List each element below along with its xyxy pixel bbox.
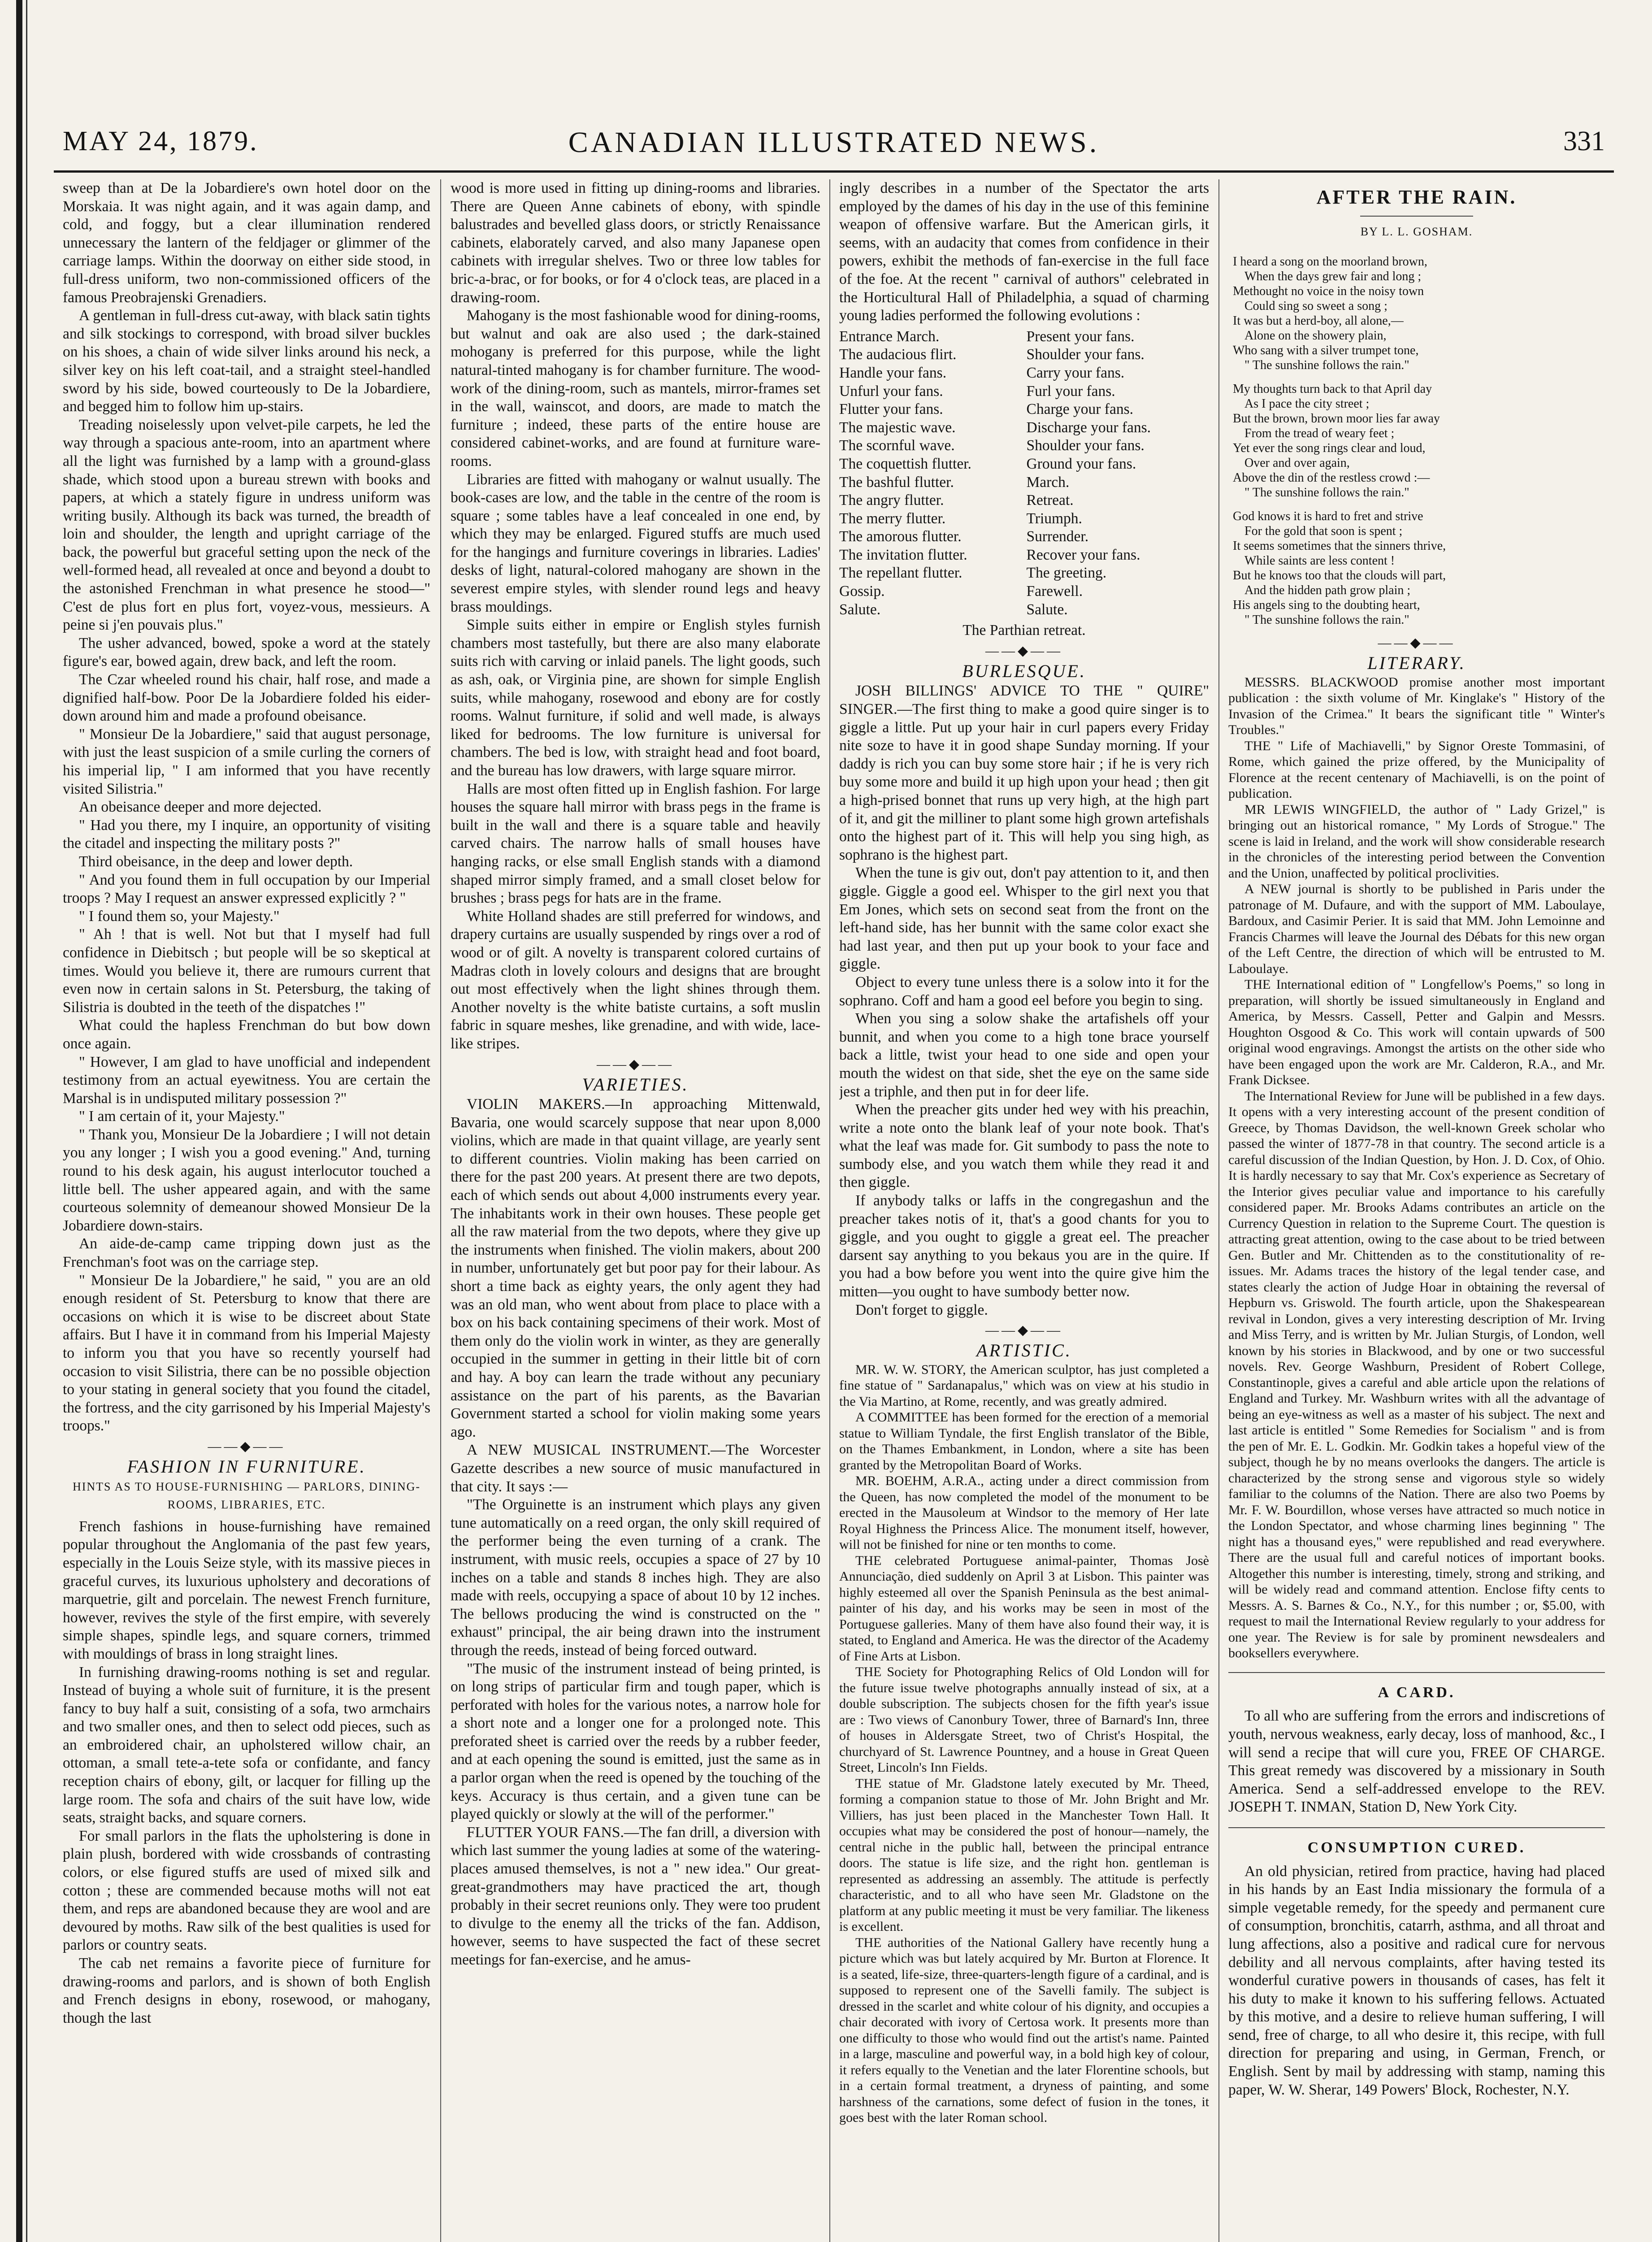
article-paragraph: What could the hapless Frenchman do but bow down once again. (63, 1017, 430, 1052)
fashion-paragraph: In furnishing drawing-rooms nothing is set and regular. Instead of buying a whole suit of furniture, it is the present fancy to buy half a suit, consisting of a sofa, two armchairs and two smaller ones, and then to select odd pieces, such as an embroidered chair, an upholstered willow chair, an ottoman, a small tete-a-tete sofa or confidante, and fancy reception chairs of ebony, gilt, or lacquer for filling up the large room. The sofa and chairs of the suit have low, wide seats, straight backs, and square corners. (63, 1664, 430, 1826)
poem-line: But he knows too that the clouds will part, (1233, 569, 1446, 583)
burlesque-paragraph: When the tune is giv out, don't pay attention to it, and then giggle. Giggle a good eel. Whisper to the girl next you that Em Jones, which sets on second seat from the front on the left-hand side, has her bunnit with the same color exact she had last year, and then put up your book to your face and giggle. (839, 865, 1209, 973)
fashion-paragraph: For small parlors in the flats the upholstering is done in plain plush, bordered with wide crossbands of contrasting colors, or else figured stuffs are used of mixed silk and cotton ; these are commended because moths will not eat them, and reps are abandoned because they are wool and are devoured by moths. Raw silk of the best qualities is used for parlors or country seats. (63, 1827, 430, 1954)
newspaper-title: CANADIAN ILLUSTRATED NEWS. (568, 126, 1100, 159)
article-paragraph: The usher advanced, bowed, spoke a word at the stately figure's ear, bowed again, drew back, and left the room. (63, 634, 430, 670)
fan-command: Discharge your fans. (1026, 419, 1151, 436)
column-rule (829, 179, 830, 2242)
article-paragraph: " However, I am glad to have unofficial and independent testimony from an actual eyewitness. You are certain the Marshal is in undisputed military possession ?" (63, 1053, 430, 1107)
fan-command: Farewell. (1026, 583, 1083, 600)
article-paragraph: " Thank you, Monsieur De la Jobardiere ; I will not detain you any longer ; I wish you a good evening." And, turning round to his desk again, his august interlocutor touched a little bell. The usher appeared again, and with the same courteous solemnity of demeanour showed Monsieur De la Jobardiere down-stairs. (63, 1126, 430, 1234)
burlesque-paragraph: When you sing a solow shake the artafishels off your bunnit, and when you come to a high tone brace yourself back a little, twist your head to one side and open your mouth the widest on that side, shet the eye on the same side jest a triphle, and then put in for deer life. (839, 1010, 1209, 1100)
literary-heading: LITERARY. (1367, 653, 1466, 673)
poem-line: " The sunshine follows the rain." (1244, 358, 1409, 373)
fashion-paragraph: Mahogany is the most fashionable wood for dining-rooms, but walnut and oak are also used ; the dark-stained mohogany is preferred for this purpose, while the light natural-tinted mahogany is for chamber furniture. The wood-work of the dining-room, such as mantels, mirror-frames set in the wall, wainscot, and doors, are made to match the furniture ; indeed, these parts of the entire house are considered cabinet-works, and are found at furniture ware-rooms. (451, 307, 820, 469)
binding-edge-rule (16, 0, 22, 2242)
poem-line: My thoughts turn back to that April day (1233, 382, 1432, 396)
column-rule (1218, 179, 1219, 2242)
varieties-heading: VARIETIES. (582, 1074, 689, 1095)
poem-line: " The sunshine follows the rain." (1244, 613, 1409, 627)
column-3 (839, 179, 1209, 2242)
fan-command: Shoulder your fans. (1026, 346, 1145, 363)
fan-command: Furl your fans. (1026, 382, 1115, 400)
article-paragraph: A gentleman in full-dress cut-away, with black satin tights and silk stockings to correspond, with broad silver buckles on his shoes, a chain of wide silver links around his neck, a silver key on his left coat-tail, and a straight steel-handled sword by his side, bowed courteously to De la Jobardiere, and begged him to follow him up-stairs. (63, 307, 430, 415)
literary-paragraph: MESSRS. BLACKWOOD promise another most important publication : the sixth volume of Mr. Kinglake's " History of the Invasion of the Crimea." It bears the significant title " Winter's Troubles." (1228, 674, 1605, 738)
poem-line: God knows it is hard to fret and strive (1233, 509, 1423, 524)
poem-line: Alone on the showery plain, (1244, 329, 1387, 343)
consumption-heading: CONSUMPTION CURED. (1307, 1839, 1526, 1856)
fan-command: Surrender. (1026, 528, 1089, 545)
column-2 (451, 179, 820, 2242)
poem-body (1233, 254, 1605, 627)
divider (1228, 1672, 1605, 1673)
fan-command: Ground your fans. (1026, 455, 1136, 472)
column-rule (440, 179, 441, 2242)
artistic-paragraph: A COMMITTEE has been formed for the erection of a memorial statue to William Tyndale, the first English translator of the Bible, on the Thames Embankment, in London, where a site has been granted by the Metropolitan Board of Works. (839, 1410, 1209, 1473)
fan-command: Shoulder your fans. (1026, 437, 1145, 454)
fan-command: The greeting. (1026, 565, 1107, 582)
poem-line: From the tread of weary feet ; (1244, 426, 1395, 441)
poem-line: Could sing so sweet a song ; (1244, 299, 1388, 313)
burlesque-paragraph: JOSH BILLINGS' ADVICE TO THE " QUIRE" SINGER.—The first thing to make a good quire singer is to giggle a little. Put up your hair in curl papers every Friday nite soze to have it in good shape Sunday morning. If your daddy is rich you can buy some store hair ; if he is very rich buy some more and build it up high upon your head ; then git a high-prised bonnet that runs up very high, at the high part of it, and git the milliner to plant some high grown artefishals onto the highest part of it. This will help you sing high, as sophrano is the highest part. (839, 682, 1209, 863)
issue-date: MAY 24, 1879. (63, 126, 259, 156)
literary-paragraph: A NEW journal is shortly to be published in Paris under the patronage of M. Dufaure, and with the support of MM. Laboulaye, Bardoux, and Casimir Perier. It is said that MM. John Lemoinne and Francis Charmes will leave the Journal des Débats for this new organ of the Left Centre, the direction of which will be entrusted to M. Laboulaye. (1228, 882, 1605, 976)
divider (1228, 1827, 1605, 1828)
poem-stanza (1233, 509, 1605, 627)
article-paragraph: An obeisance deeper and more dejected. (79, 799, 322, 816)
artistic-paragraph: THE statue of Mr. Gladstone lately executed by Mr. Theed, forming a companion statue to those of Mr. John Bright and Mr. Villiers, has just been placed in the Manchester Town Hall. It occupies what may be considered the post of honour—namely, the central niche in the public hall, between the principal entrance doors. The statue is life size, and the right hon. gentleman is represented as addressing an assembly. The attitude is perfectly characteristic, and to all who have seen Mr. Gladstone on the platform at any public meeting it must be very familiar. The likeness is excellent. (839, 1776, 1209, 1934)
fan-command: Present your fans. (1026, 328, 1135, 345)
poem-line: Over and over again, (1244, 456, 1350, 470)
fan-command: Charge your fans. (1026, 401, 1133, 418)
fan-command: Recover your fans. (1026, 546, 1140, 563)
section-ornament: ——◆—— (596, 1056, 675, 1072)
literary-paragraph: MR LEWIS WINGFIELD, the author of " Lady Grizel," is bringing out an historical romance, " My Lords of Strogue." The scene is laid in Ireland, and the work will show considerable research in the chronicles of the interesting period between the Convention and the Union, unaffected by political proclivities. (1228, 802, 1605, 881)
fan-command: Retreat. (1026, 492, 1074, 509)
fashion-paragraph: White Holland shades are still preferred for windows, and drapery curtains are usually suspended by rings over a rod of wood or of gilt. A novelty is transparent colored curtains of Madras cloth in lovely colours and designs that are brought out most effectively when the light shines through them. Another novelty is the white batiste curtains, a soft muslin fabric in square meshes, like grenadine, and with wide, lace-like stripes. (451, 908, 820, 1052)
varieties-paragraph: "The music of the instrument instead of being printed, is on long strips of particular firm and tough paper, which is perforated with holes for the various notes, a narrow hole for a short note and a longer one for a prolonged note. This preforated sheet is carried over the reeds by a rubber feeder, and at each opening the sound is emitted, just the same as in a parlor organ when the reed is opened by the touching of the keys. Accuracy is thus certain, and a given tune can be played quickly or slowly at the will of the performer." (451, 1660, 820, 1823)
fan-command: Handle your fans. (839, 364, 947, 381)
section-ornament: ——◆—— (1378, 635, 1456, 651)
binding-edge-rule-thin (26, 0, 27, 2242)
burlesque-paragraph: When the preacher gits under hed wey with his preachin, write a note onto the blank leaf of your note book. That's what the leaf was made for. Git sumbody to pass the note to sumbody else, and you watch them while they read it and then giggle. (839, 1101, 1209, 1191)
header-rule (54, 170, 1614, 173)
poem-line: Methought no voice in the noisy town (1233, 284, 1424, 299)
page-header (54, 108, 1614, 175)
fan-drill-commands (839, 328, 1209, 619)
poem-line: And the hidden path grow plain ; (1244, 583, 1411, 598)
artistic-paragraph: THE celebrated Portuguese animal-painter, Thomas Josè Annunciação, died suddenly on April 3 at Lisbon. This painter was highly esteemed all over the Spanish Peninsula as the best animal-painter of his day, and his works may be seen in most of the Portuguese galleries. Many of them have also found their way, it is stated, to England and America. He was the director of the Academy of Fine Arts at Lisbon. (839, 1553, 1209, 1664)
poem-line: While saints are less content ! (1244, 554, 1395, 568)
fan-command: The amorous flutter. (839, 528, 962, 545)
fan-command: Triumph. (1026, 510, 1082, 527)
poem-line: It was but a herd-boy, all alone,— (1233, 314, 1404, 328)
fan-command: The audacious flirt. (839, 346, 957, 363)
fashion-paragraph: Halls are most often fitted up in English fashion. For large houses the square hall mirror with brass pegs in the frame is built in the wall and there is a square table and heavily carved chairs. The narrow halls of small houses have hanging racks, or else small English stands with a diamond shaped mirror simply framed, and a small closet below for brushes ; brass pegs for hats are in the frame. (451, 780, 820, 907)
artistic-paragraph: MR. BOEHM, A.R.A., acting under a direct commission from the Queen, has now completed the model of the monument to be erected in the Mausoleum at Windsor to the memory of Her late Royal Highness the Princess Alice. The monument itself, however, will not be finished for nine or ten months to come. (839, 1473, 1209, 1552)
fashion-subheading: HINTS AS TO HOUSE-FURNISHING — PARLORS, DINING-ROOMS, LIBRARIES, ETC. (72, 1480, 421, 1512)
article-paragraph: " Had you there, my I inquire, an opportunity of visiting the citadel and inspecting the military posts ?" (63, 817, 430, 852)
burlesque-paragraph: Don't forget to giggle. (855, 1301, 988, 1318)
fashion-paragraph: The cab net remains a favorite piece of furniture for drawing-rooms and parlors, and is shown of both English and French designs in ebony, rosewood, or mahogany, though the last (63, 1955, 430, 2026)
poem-title: AFTER THE RAIN. (1316, 186, 1517, 208)
burlesque-paragraph: If anybody talks or laffs in the congregashun and the preacher takes notis of it, that's a good chants for you to giggle, and you ought to giggle a great eel. The preacher darsent say anything to you bekaus you are in the quire. If you had a bow before you went into the quire give him the mitten—you ought to have sumbody better now. (839, 1192, 1209, 1300)
fan-command: The invitation flutter. (839, 546, 967, 563)
article-paragraph: " Monsieur De la Jobardiere," said that august personage, with just the least suspicion of a smile curling the corners of his imperial lip, " I am informed that you have recently visited Silistria." (63, 726, 430, 797)
fan-command: The angry flutter. (839, 492, 944, 509)
poem-line: His angels sing to the doubting heart, (1233, 598, 1420, 613)
fan-command: Salute. (1026, 601, 1068, 618)
artistic-paragraph: THE authorities of the National Gallery have recently hung a picture which was but lately acquired by Mr. Burton at Florence. It is a seated, life-size, three-quarters-length figure of a cardinal, and is supposed to represent one of the Savelli family. The subject is dressed in the scarlet and white colour of his dignity, and occupies a chair decorated with ivory of Certosa work. It presents more than one difficulty to those who would find out the artist's name. Painted in a large, masculine and powerful way, in a bold high key of colour, it refers equally to the Venetian and the later Florentine schools, but in a certain formal treatment, a dryness of painting, and some harshness of the carnations, some defect of fusion in the tones, it goes best with the later Roman school. (839, 1935, 1209, 2125)
fashion-heading: FASHION IN FURNITURE. (127, 1456, 366, 1477)
fan-command: Carry your fans. (1026, 364, 1125, 381)
section-ornament: ——◆—— (208, 1438, 286, 1454)
poem-stanza (1233, 382, 1605, 500)
fan-command: The repellant flutter. (839, 565, 963, 582)
fan-command: The coquettish flutter. (839, 455, 971, 472)
poem-line: For the gold that soon is spent ; (1244, 524, 1403, 539)
poem-line: Who sang with a silver trumpet tone, (1233, 343, 1419, 358)
poem-line: As I pace the city street ; (1244, 397, 1370, 411)
burlesque-paragraph: Object to every tune unless there is a solow into it for the sophrano. Coff and ham a good eel before you begin to sing. (839, 973, 1209, 1009)
column-1 (63, 179, 430, 2242)
section-ornament: ——◆—— (985, 643, 1063, 658)
page-number: 331 (1563, 126, 1605, 156)
fashion-paragraph: Libraries are fitted with mahogany or walnut usually. The book-cases are low, and the table in the centre of the room is square ; some tables have a leaf concealed in one end, by which they may be enlarged. Figured stuffs are much used for the hangings and furniture coverings in libraries. Ladies' desks of light, natural-colored mahogany are shown in the severest empire styles, with slender round legs and heavy brass mouldings. (451, 471, 820, 615)
literary-paragraph: THE International edition of " Longfellow's Poems," so long in preparation, will shortly be issued simultaneously in England and America, by Messrs. Cassell, Petter and Galpin and Messrs. Houghton Osgood & Co. This work will contain upwards of 500 original wood engravings. Amongst the artists on the other side who have been engaged upon the work are Mr. Calderon, R.A., and Mr. Frank Dicksee. (1228, 977, 1605, 1088)
poem-line: I heard a song on the moorland brown, (1233, 255, 1427, 269)
poem-line: Above the din of the restless crowd :— (1233, 471, 1430, 485)
article-paragraph: " I found them so, your Majesty." (79, 908, 280, 925)
fan-command: The merry flutter. (839, 510, 946, 527)
fan-command: The scornful wave. (839, 437, 955, 454)
consumption-text: An old physician, retired from practice, having had placed in his hands by an East India missionary the formula of a simple vegetable remedy, for the speedy and permanent cure of consumption, bronchitis, catarrh, asthma, and all throat and lung affections, also a positive and radical cure for nervous debility and all nervous complaints, after having tested its wonderful curative powers in thousands of cases, has felt it his duty to make it known to his suffering fellows. Actuated by this motive, and a desire to relieve human suffering, I will send, free of charge, to all who desire it, this recipe, with full direction for preparing and using, in German, French, or English. Sent by mail by addressing with stamp, naming this paper, W. W. Sherar, 149 Powers' Block, Rochester, N.Y. (1228, 1863, 1605, 2098)
section-ornament: ——◆—— (985, 1323, 1063, 1338)
artistic-paragraph: MR. W. W. STORY, the American sculptor, has just completed a fine statue of " Sardanapalus," which was on view at his studio in the Via Martino, at Rome, recently, and was greatly admired. (839, 1362, 1209, 1409)
fashion-paragraph: Simple suits either in empire or English styles furnish chambers most tastefully, but there are also many elaborate suits rich with carving or inlaid panels. The light goods, such as ash, oak, or Virginia pine, are shown for simple English suits, while mahogany, rosewood and ebony are for costly rooms. Walnut furniture, if solid and well made, is always liked for bedrooms. The low furniture is universal for chambers. The bed is low, with straight head and foot board, and the bureau has low drawers, with large square mirror. (451, 617, 820, 779)
fan-command: Salute. (839, 601, 881, 618)
fan-command: Entrance March. (839, 328, 940, 345)
varieties-paragraph: FLUTTER YOUR FANS.—The fan drill, a diversion with which last summer the young ladies at some of the watering-places amused themselves, is not a " new idea." Our great-great-grandmothers may have practiced the art, though probably in their secret reunions only. They were too prudent to divulge to the enemy all the tricks of the fan. Addison, however, seems to have suspected the fact of these secret meetings for fan-exercise, and he amus- (451, 1824, 820, 1968)
burlesque-heading: BURLESQUE. (962, 660, 1086, 681)
parthian-retreat: The Parthian retreat. (963, 622, 1086, 639)
literary-paragraph: THE " Life of Machiavelli," by Signor Oreste Tommasini, of Rome, which gained the prize offered, by the Municipality of Florence at the recent centenary of Machiavelli, is on the point of publication. (1228, 738, 1605, 801)
poem-line: When the days grew fair and long ; (1244, 269, 1422, 284)
title-rule (1360, 216, 1473, 217)
poem-line: But the brown, brown moor lies far away (1233, 412, 1440, 426)
article-paragraph: Treading noiselessly upon velvet-pile carpets, he led the way through a spacious ante-room, into an apartment where all the light was furnished by a lamp with a ground-glass shade, which stood upon a bureau strewn with books and papers, at which a stately figure in undress uniform was writing busily. Although its back was turned, the breadth of loin and shoulder, the length and upright carriage of the back, the powerful but graceful setting upon the neck of the well-formed head, all revealed at once and beyond a doubt to the astonished Frenchman in what presence he stood—" C'est de plus fort en plus fort, voyez-vous, messieurs. A peine si j'en pouvais plus." (63, 416, 430, 634)
poem-stanza (1233, 254, 1605, 373)
article-paragraph: Third obeisance, in the deep and lower depth. (79, 853, 353, 870)
poem-line: It seems sometimes that the sinners thrive, (1233, 539, 1446, 553)
article-paragraph: An aide-de-camp came tripping down just as the Frenchman's foot was on the carriage step. (63, 1235, 430, 1271)
poem-line: " The sunshine follows the rain." (1244, 486, 1409, 500)
fan-command: Gossip. (839, 583, 885, 600)
article-paragraph: " Ah ! that is well. Not but that I myself had full confidence in Diebitsch ; but people will be so skeptical at times. Would you believe it, there are rumours current that even now in certain salons in St. Petersburg, the taking of Silistria is doubted in the teeth of the dispatches !" (63, 926, 430, 1016)
fan-command: March. (1026, 474, 1070, 491)
fan-command: Unfurl your fans. (839, 382, 943, 400)
article-paragraph: " I am certain of it, your Majesty." (79, 1108, 285, 1125)
artistic-paragraph: THE Society for Photographing Relics of Old London will for the future issue twelve photographs annually instead of six, at a double subscription. The subjects chosen for the fifth year's issue are : Two views of Canonbury Tower, three of Barnard's Inn, three of houses in Aldersgate Street, two of Christ's Hospital, the churchyard of St. Lawrence Pountney, and a house in Great Queen Street, Lincoln's Inn Fields. (839, 1664, 1209, 1775)
card-heading: A CARD. (1378, 1684, 1456, 1701)
poem-line: Yet ever the song rings clear and loud, (1233, 441, 1426, 456)
fan-command: The majestic wave. (839, 419, 956, 436)
artistic-heading: ARTISTIC. (976, 1340, 1072, 1361)
article-paragraph: sweep than at De la Jobardiere's own hotel door on the Morskaia. It was night again, and it was again damp, and cold, and foggy, but a clear illumination rendered unnecessary the lantern of the feldjager or glimmer of the carriage lamps. Within the doorway on either side stood, in full-dress uniform, two non-commissioned officers of the famous Preobrajenski Grenadiers. (63, 180, 430, 306)
poem-author: BY L. L. GOSHAM. (1360, 225, 1473, 238)
fashion-paragraph: French fashions in house-furnishing have remained popular throughout the Anglomania of the past few years, especially in the Louis Seize style, with its massive pieces in graceful curves, its luxurious upholstery and decorations of marquetrie, gilt and porcelain. The newest French furniture, however, revives the style of the first empire, with severely simple shapes, spindle legs, and square corners, trimmed with mouldings of brass in long straight lines. (63, 1518, 430, 1662)
card-text: To all who are suffering from the errors and indiscretions of youth, nervous weakness, early decay, loss of manhood, &c., I will send a recipe that will cure you, FREE OF CHARGE. This great remedy was discovered by a missionary in South America. Send a self-addressed envelope to the REV. JOSEPH T. INMAN, Station D, New York City. (1228, 1708, 1605, 1816)
varieties-paragraph: VIOLIN MAKERS.—In approaching Mittenwald, Bavaria, one would scarcely suppose that near upon 8,000 violins, which are made in that quaint village, are yearly sent to different countries. Violin making has been carried on there for the past 200 years. At present there are two depots, each of which sends out about 4,000 instruments every year. The inhabitants work in their own houses. These people get all the raw material from the two depots, where they give up the instruments when finished. The violin makers, about 200 in number, unfortunately get but poor pay for their labour. As short a time back as eighty years, the only agent they had was an old man, who went about from place to place with a box on his back containing specimens of their work. Most of them only do the violin work in winter, as they are generally occupied in the summer in getting in their little bit of corn and hay. A boy can learn the trade without any pecuniary assistance on the part of his parents, as the Bavarian Government started a school for violin making some years ago. (451, 1096, 820, 1440)
fan-command: Flutter your fans. (839, 401, 943, 418)
varieties-paragraph: "The Orguinette is an instrument which plays any given tune automatically on a reed organ, the only skill required of the performer being the even turning of a crank. The instrument, with music reels, occupies a space of 27 by 10 inches on a table and stands 8 inches high. They are also made with reels, occupying a space of about 10 by 12 inches. The bellows producing the wind is constructed on the " exhaust" principal, the air being drawn into the instrument through the reeds, instead of being forced outward. (451, 1496, 820, 1659)
fan-command: The bashful flutter. (839, 474, 954, 491)
article-paragraph: The Czar wheeled round his chair, half rose, and made a dignified half-bow. Poor De la Jobardiere folded his eider-down around him and made a profound obeisance. (63, 671, 430, 725)
literary-paragraph: The International Review for June will be published in a few days. It opens with a very interesting account of the present condition of Greece, by Thomas Davidson, the well-known Greek scholar who passed the winter of 1877-78 in that country. The second article is a careful discussion of the Indian Question, by Hon. J. D. Cox, of Ohio. It is hardly necessary to say that Mr. Cox's experience as Secretary of the Interior gives peculiar value and importance to his carefully considered paper. Mr. Brooks Adams contributes an article on the Currency Question in relation to the Supreme Court. The question is attracting great attention, owing to the case about to be tried between Gen. Butler and Mr. Chittenden as to the constitutionality of re-issues. Mr. Adams traces the history of the legal tender case, and states clearly the action of Judge Hoar in obtaining the reversal of Hepburn vs. Griswold. The fourth article, upon the Shakespearean revival in London, gives a very interesting description of Mr. Irving and Miss Terry, and is written by Mr. Julian Sturgis, of London, well known by his stories in Blackwood, and by one or two successful novels. Rev. George Washburn, President of Robert College, Constantinople, gives a careful and able article upon the relations of England and Turkey. Mr. Washburn writes with all the advantage of being an eye-witness as well as a master of his subject. The next and last article is entitled " Some Remedies for Socialism " and is from the pen of Mr. E. L. Godkin. Mr. Godkin takes a hopeful view of the subject, though he by no means overlooks the dangers. The article is characterized by the strong sense and vigorous style so widely familiar to the columns of the Nation. There are also two Poems by Mr. F. W. Bourdillon, whose verses have attracted so much notice in the London Spectator, and whose charming lines beginning " The night has a thousand eyes," were republished and read everywhere. There are the usual full and careful notices of important books. Altogether this number is interesting, timely, strong and striking, and will be widely read and command attention. Enclose fifty cents to Messrs. A. S. Barnes & Co., N.Y., for this number ; or, $5.00, with request to mail the International Review regularly to your address for one year. The Review is for sale by prominent newsdealers and booksellers everywhere. (1228, 1088, 1605, 1661)
article-paragraph: " And you found them in full occupation by our Imperial troops ? May I request an answer expressed explicitly ? " (63, 871, 430, 907)
article-paragraph: " Monsieur De la Jobardiere," he said, " you are an old enough resident of St. Petersburg to know that there are occasions on which it is wise to be discreet about State affairs. But I have it in command from his Imperial Majesty to inform you that you have so recently yourself had occasion to visit Silistria, there can be no possible objection to your stating in general society that you found the citadel, the fortress, and the city garrisoned by his Imperial Majesty's troops." (63, 1272, 430, 1434)
fashion-paragraph: wood is more used in fitting up dining-rooms and libraries. There are Queen Anne cabinets of ebony, with spindle balustrades and bevelled glass doors, or strictly Renaissance cabinets, elaborately carved, and also many Japanese open cabinets with irregular shelves. Two or three low tables for bric-a-brac, or for books, or for 4 o'clock teas, are placed in a drawing-room. (451, 180, 820, 306)
column-4 (1228, 179, 1605, 2242)
varieties-paragraph: A NEW MUSICAL INSTRUMENT.—The Worcester Gazette describes a new source of music manufactured in that city. It says :— (451, 1442, 820, 1495)
fan-drill-intro: ingly describes in a number of the Spectator the arts employed by the dames of his day in the use of this feminine weapon of offensive warfare. But the American girls, it seems, with an audacity that comes from confidence in their powers, exhibit the methods of fan-exercise in the full face of the foe. At the recent " carnival of authors" celebrated in the Horticultural Hall of Philadelphia, a squad of charming young ladies performed the following evolutions : (839, 180, 1209, 324)
